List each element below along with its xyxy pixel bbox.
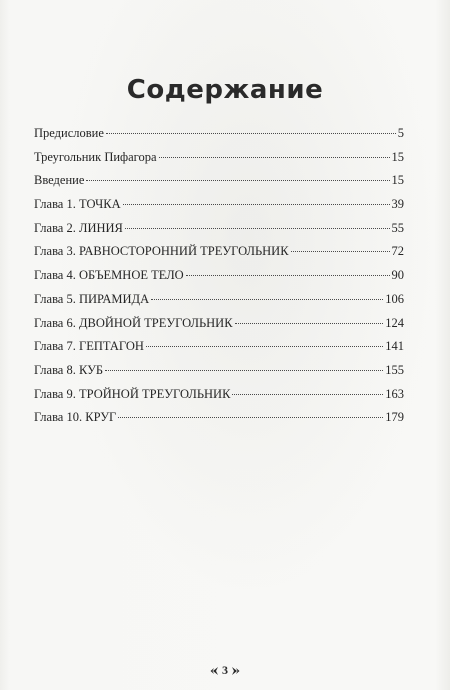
dot-leader [291,251,390,252]
ornament-right-icon [231,666,240,676]
page-number: 3 [222,663,228,677]
toc-entry-label: Глава 10. КРУГ [34,410,117,425]
ornament-left-icon [210,666,219,676]
toc-entry [34,148,404,172]
toc-entry-page-number: 90 [391,268,404,283]
toc-entry [34,385,404,409]
toc-entry-page-number: 124 [385,315,404,330]
toc-entry [34,195,404,219]
toc-entry-label: Глава 1. ТОЧКА [34,197,121,212]
toc-entry-page-number: 72 [391,244,404,259]
toc-entry-label: Глава 8. КУБ [34,362,104,377]
toc-entry [34,242,404,266]
toc-entry-label: Глава 9. ТРОЙНОЙ ТРЕУГОЛЬНИК [34,386,231,401]
toc-entry-page-number: 179 [385,410,404,425]
dot-leader [151,299,383,300]
toc-entry-page-number: 15 [391,173,404,188]
toc-entry-page-number: 141 [385,339,404,354]
toc-entry-label: Глава 4. ОБЪЕМНОЕ ТЕЛО [34,268,184,283]
dot-leader [186,275,390,276]
dot-leader [123,204,390,205]
dot-leader [235,323,384,324]
toc-entry-page-number: 5 [397,126,404,140]
toc-entry-page-number: 55 [391,220,404,235]
dot-leader [106,133,396,134]
toc-entry [34,290,404,314]
page-title: Содержание [126,75,324,106]
dot-leader [105,370,383,371]
toc-entry [34,408,404,432]
toc-entry [34,219,404,243]
toc-entry-page-number: 106 [385,291,404,306]
toc-entry-page-number: 155 [385,362,404,377]
table-of-contents [34,124,404,432]
toc-entry-page-number: 163 [385,386,404,401]
toc-entry [34,314,404,338]
toc-entry [34,361,404,385]
toc-entry [34,266,404,290]
toc-entry-page-number: 15 [391,149,404,164]
dot-leader [232,394,383,395]
toc-entry-page-number: 39 [391,197,404,212]
toc-entry [34,124,404,148]
toc-entry [34,337,404,361]
toc-entry-label: Глава 2. ЛИНИЯ [34,220,123,235]
dot-leader [118,417,383,418]
toc-entry-label: Глава 3. РАВНОСТОРОННИЙ ТРЕУГОЛЬНИК [34,244,289,259]
dot-leader [159,157,390,158]
toc-entry-label: Введение [34,173,85,188]
toc-entry-label: Предисловие [34,126,104,140]
toc-entry-label: Глава 6. ДВОЙНОЙ ТРЕУГОЛЬНИК [34,315,233,330]
toc-entry-label: Глава 7. ГЕПТАГОН [34,339,144,354]
toc-entry-label: Глава 5. ПИРАМИДА [34,291,150,306]
page-footer [0,663,450,678]
dot-leader [146,346,383,347]
toc-entry [34,171,404,195]
dot-leader [86,180,389,181]
toc-entry-label: Треугольник Пифагора [34,149,157,164]
dot-leader [125,228,390,229]
